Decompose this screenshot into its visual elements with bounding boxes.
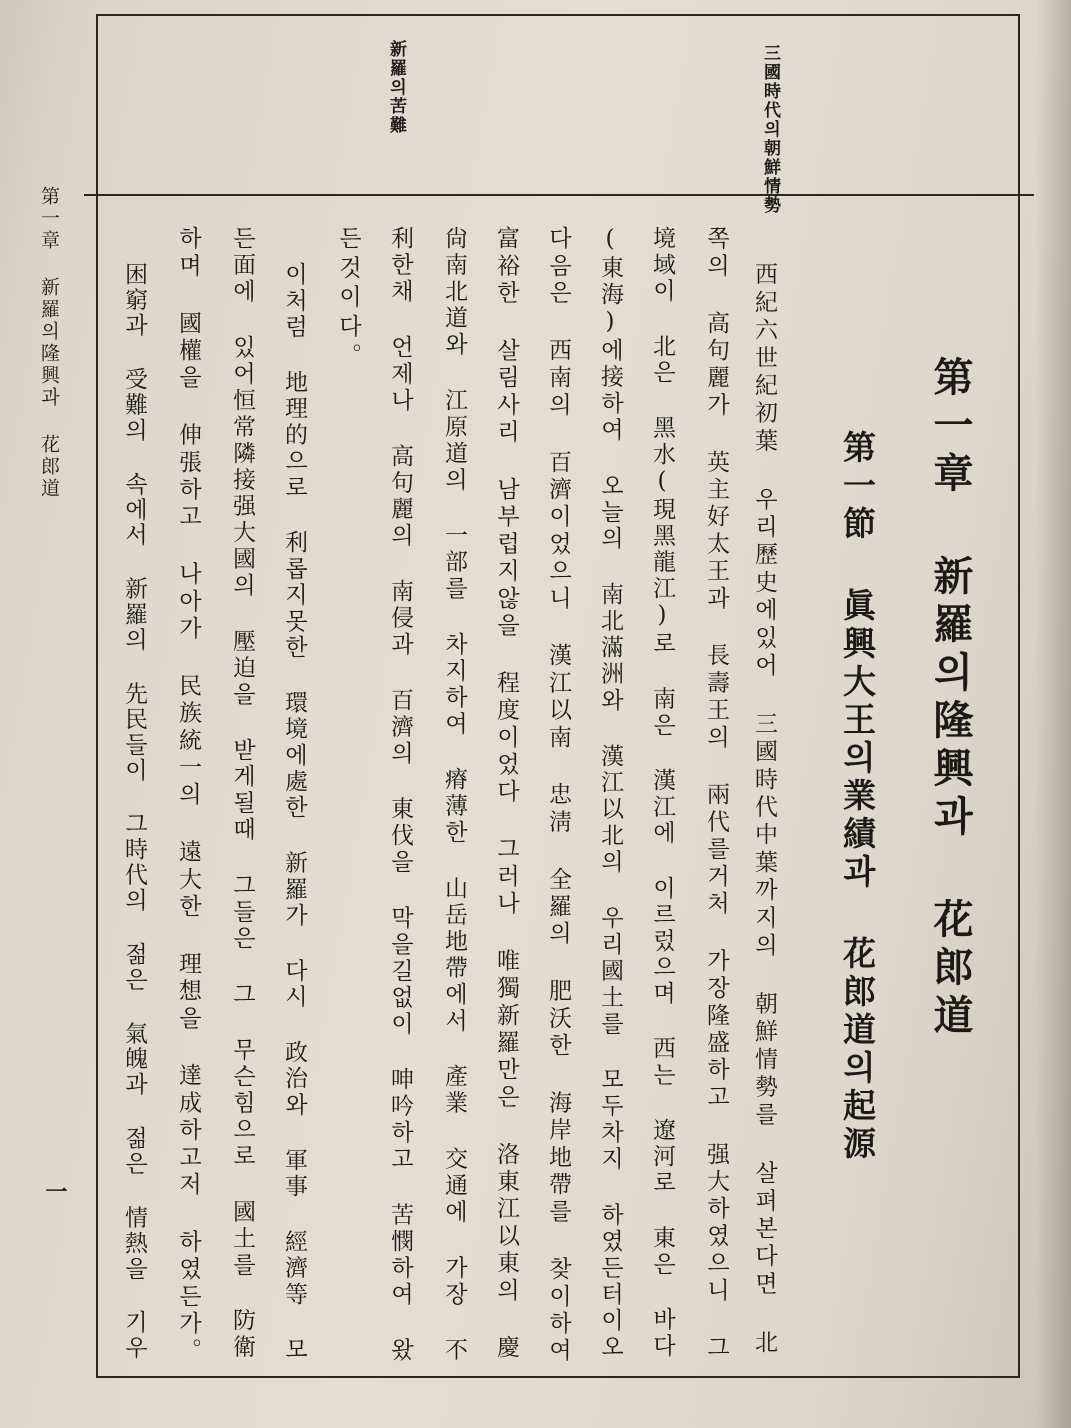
- body-column-7-text: 尙南北道와 江原道의 一部를 차지하여 瘠薄한 山岳地帶에서 產業 交通에 가장 不: [441, 226, 467, 1364]
- chapter-title-text: 第一章 新羅의隆興과 花郎道: [927, 356, 974, 1042]
- page-number: [40, 1180, 71, 1202]
- chapter-title: [922, 356, 979, 1042]
- body-column-8-text: 利한채 언제나 高句麗의 南侵과 百濟의 東伐을 막을길없이 呻吟하고 苦憫하여 왔: [387, 226, 413, 1364]
- body-column-11: [230, 226, 253, 1361]
- section-title-text: 第一節 眞興大王의業績과 花郎道의起源: [838, 430, 877, 1164]
- body-column-12: [176, 226, 199, 1365]
- body-column-1: [752, 262, 775, 1357]
- running-head-left-text: 新羅의苦難: [386, 40, 406, 135]
- body-column-6: [494, 226, 517, 1362]
- body-column-2: [704, 226, 727, 1362]
- body-column-2-text: 쪽의 高句麗가 英主好太王과 長壽王의 兩代를거처 가장隆盛하고 强大하였으니 그: [703, 226, 729, 1363]
- running-head-left: [384, 40, 409, 180]
- body-column-9: [336, 226, 359, 372]
- body-column-6-text: 富裕한 살림사리 남부럽지않을 程度이었다 그러나 唯獨新羅만은 洛東江以東의 慶: [493, 226, 519, 1363]
- running-head-right: [758, 44, 783, 215]
- body-column-12-text: 하며 國權을 伸張하고 나아가 民族統一의 遠大한 理想을 達成하고저 하였든가。: [175, 226, 201, 1366]
- body-column-10-text: 이처럼 地理的으로 利롭지못한 環境에處한 新羅가 다시 政治와 軍事 經濟等 모: [281, 262, 307, 1364]
- body-column-3-text: 境域이 北은 黑水(現黑龍江)로 南은 漢江에 이르렀으며 西는 遼河로 東은 바다: [649, 226, 675, 1360]
- page-number-text: 一: [42, 1180, 68, 1202]
- body-column-13: [122, 262, 145, 1361]
- body-column-5-text: 다음은 西南의 百濟이었으니 漢江以南 忠淸 全羅의 肥沃한 海岸地帶를 찾이하여: [545, 226, 571, 1366]
- header-rule: [84, 194, 1034, 196]
- body-column-13-text: 困窮과 受難의 속에서 新羅의 先民들이 그時代의 젊은 氣魄과 젊은 情熱을 기우: [121, 262, 147, 1361]
- body-column-3: [650, 226, 673, 1359]
- body-column-9-text: 든것이다。: [335, 226, 361, 372]
- body-column-4-text: (東海)에接하여 오늘의 南北滿洲와 漢江以北의 우리國土를 모두차지 하였든터이오: [597, 226, 623, 1361]
- running-head-right-text: 三國時代의朝鮮情勢: [760, 44, 780, 215]
- body-column-8: [388, 226, 411, 1364]
- body-column-1-text: 西紀六世紀初葉 우리歷史에있어 三國時代中葉까지의 朝鮮情勢를 살펴본다면 北: [751, 262, 777, 1358]
- spine-shadow: [1035, 0, 1071, 1428]
- body-column-7: [442, 226, 465, 1364]
- body-column-10: [282, 262, 305, 1363]
- body-column-4: [598, 226, 621, 1361]
- body-column-11-text: 든面에 있어恒常隣接强大國의 壓迫을 받게될때 그들은 그 무슨힘으로 國土를 防衛: [229, 226, 255, 1361]
- margin-chapter-ref-text: 第一章 新羅의隆興과 花郎道: [38, 186, 60, 500]
- section-title: [834, 430, 881, 1210]
- margin-chapter-ref: [36, 186, 63, 526]
- body-column-5: [546, 226, 569, 1365]
